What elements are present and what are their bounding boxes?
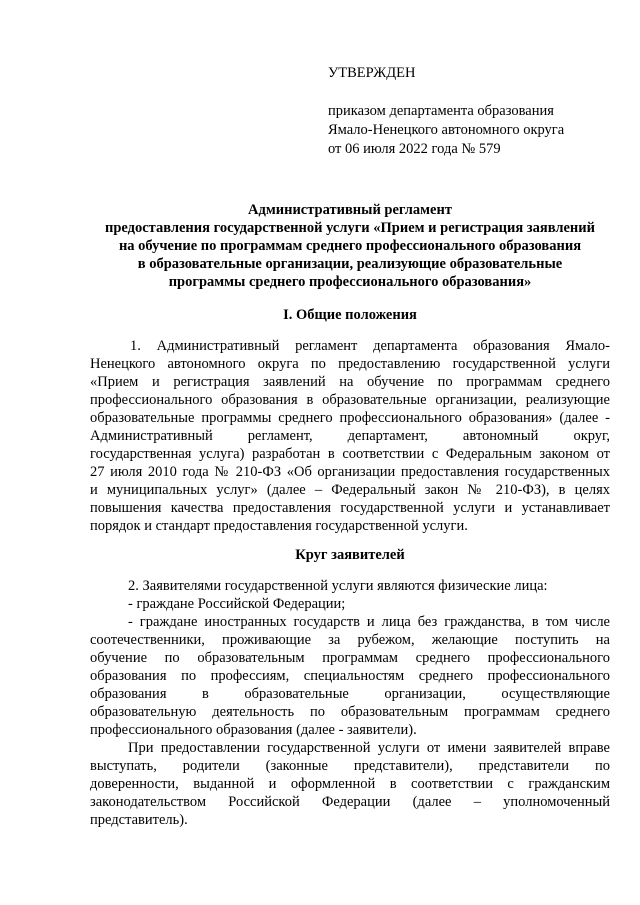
title-line: Административный регламент — [248, 202, 452, 218]
text-line: соотечественники, проживающие за рубежом, желающие поступить на — [90, 632, 610, 648]
text-line: 27 июля 2010 года № 210-ФЗ «Об организации предоставления государственных — [90, 464, 610, 480]
section-heading-general: I. Общие положения — [283, 307, 417, 323]
text-line: Административный регламент, департамент, автономный округ, — [90, 428, 610, 444]
text-line: 2. Заявителями государственной услуги являются физические лица: — [128, 578, 548, 594]
text-line: «Прием и регистрация заявлений на обучение по программам среднего — [90, 374, 610, 390]
section-heading-applicants: Круг заявителей — [295, 547, 405, 563]
approval-block — [328, 64, 564, 159]
approval-line: Ямало-Ненецкого автономного округа — [328, 122, 565, 138]
text-line: государственная услуга) разработан в соответствии с Федеральным законом от — [90, 446, 610, 462]
text-line: 1. Административный регламент департамента образования Ямало- — [130, 338, 610, 354]
title-line: в образовательные организации, реализующие образовательные — [137, 256, 563, 272]
text-line: образовательную деятельность по образовательным программам среднего — [90, 704, 610, 720]
text-line: повышения качества предоставления государственной услуги и устанавливает — [90, 500, 610, 516]
paragraph-2 — [90, 577, 610, 829]
text-line: образования по профессиям, специальностям среднего профессионального — [90, 668, 610, 684]
title-line: на обучение по программам среднего профессионального образования — [118, 238, 582, 254]
text-line: При предоставлении государственной услуги от имени заявителей вправе — [128, 740, 610, 756]
text-line: законодательством Российской Федерации (далее – уполномоченный — [90, 794, 610, 810]
paragraph-1 — [90, 337, 610, 535]
text-line: порядок и стандарт предоставления государственной услуги. — [90, 518, 468, 534]
list-item: - граждане Российской Федерации; — [128, 596, 346, 612]
approval-heading: УТВЕРЖДЕН — [328, 65, 416, 81]
text-line: образовательные программы среднего профессионального образования» (далее - — [90, 410, 610, 426]
text-line: - граждане иностранных государств и лица без гражданства, в том числе — [128, 614, 610, 630]
text-line: обучение по образовательным программам среднего профессионального — [90, 650, 610, 666]
text-line: доверенности, выданной и оформленной в соответствии с гражданским — [90, 776, 610, 792]
document-title — [90, 201, 610, 291]
approval-line: приказом департамента образования — [328, 103, 554, 119]
text-line: и муниципальных услуг» (далее – Федеральный закон № 210-ФЗ), в целях — [90, 482, 610, 498]
text-line: выступать, родители (законные представители), представители по — [90, 758, 610, 774]
text-line: образования в образовательные организации, осуществляющие — [90, 686, 610, 702]
title-line: программы среднего профессионального образования» — [168, 274, 532, 290]
text-line: Ненецкого автономного округа по предоставлению государственной услуги — [90, 356, 610, 372]
text-line: представитель). — [90, 812, 188, 828]
title-line: предоставления государственной услуги «Прием и регистрация заявлений — [104, 220, 595, 236]
text-line: профессионального образования в образовательные организации, реализующие — [90, 392, 610, 408]
approval-line: от 06 июля 2022 года № 579 — [328, 141, 501, 157]
text-line: профессионального образования (далее - заявители). — [90, 722, 417, 738]
